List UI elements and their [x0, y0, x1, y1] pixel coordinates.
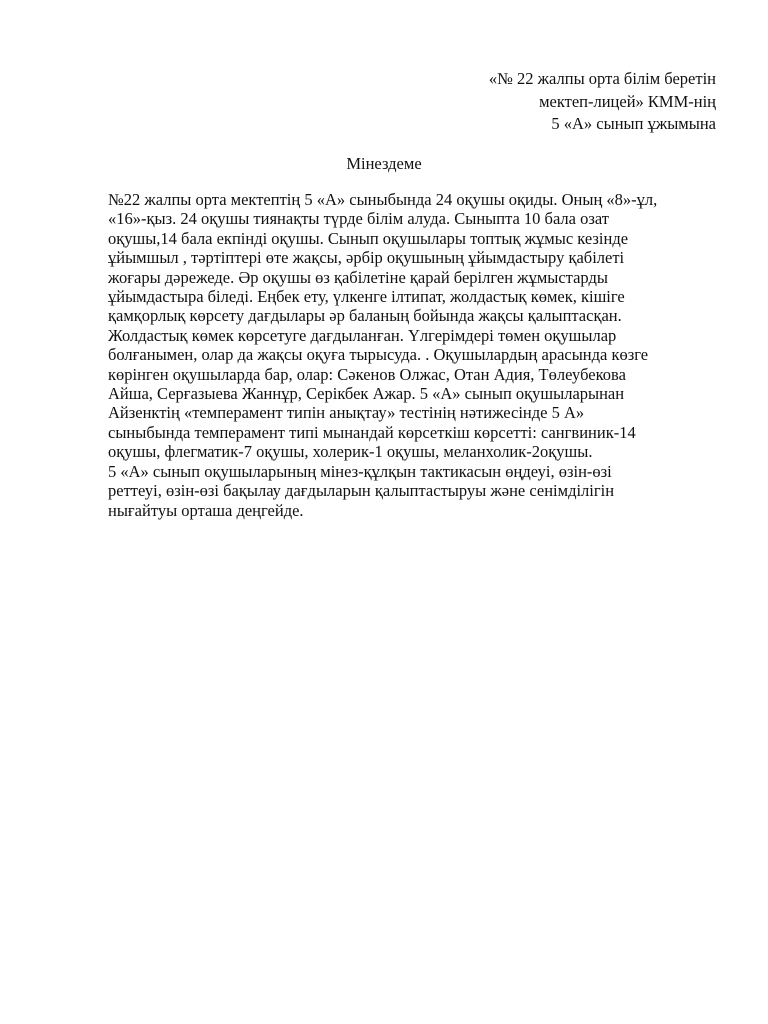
text-line: 5 «А» сынып оқушыларының мінез-құлқын тактикасын өңдеуі, өзін-өзі: [108, 461, 612, 481]
text-line: Айша, Серғазыева Жаннұр, Серікбек Ажар. 5 «А» сынып оқушыларынан: [108, 384, 625, 404]
text-line: нығайтуы орташа деңгейде.: [108, 500, 304, 520]
text-line: №22 жалпы орта мектептің 5 «А» сыныбында 24 оқушы оқиды. Оның «8»-ұл,: [108, 190, 658, 209]
text-line: қамқорлық көрсету дағдылары әр баланың бойында жақсы қалыптасқан.: [108, 306, 622, 326]
addressee-line-2: мектеп-лицей» КММ-нің: [539, 91, 716, 111]
text-line: ұйымшыл , тәртіптері өте жақсы, әрбір оқушының ұйымдастыру қабілеті: [108, 248, 625, 268]
text-line: оқушы,14 бала екпінді оқушы. Сынып оқушылары топтық жұмыс кезінде: [108, 228, 629, 248]
document-title: Мінездеме: [346, 154, 422, 173]
text-line: оқушы, флегматик-7 оқушы, холерик-1 оқушы, меланхолик-2оқушы.: [108, 442, 593, 462]
text-line: жоғары дәрежеде. Әр оқушы өз қабілетіне қарай берілген жұмыстарды: [108, 267, 608, 287]
text-line: Айзенктің «темперамент типін анықтау» тестінің нәтижесінде 5 А»: [108, 403, 585, 423]
text-line: болғанымен, олар да жақсы оқуға тырысуда. . Оқушылардың арасында көзге: [108, 345, 649, 365]
text-line: реттеуі, өзін-өзі бақылау дағдыларын қалыптастыруы және сенімділігін: [108, 481, 615, 501]
paragraph-2: [108, 462, 674, 520]
document-body: [108, 190, 674, 520]
addressee-line-3: 5 «А» сынып ұжымына: [551, 114, 716, 133]
text-line: Жолдастық көмек көрсетуге дағдыланған. Үлгерімдері төмен оқушылар: [108, 325, 617, 345]
text-line: сыныбында темперамент типі мынандай көрсеткіш көрсетті: сангвиник-14: [108, 422, 636, 442]
text-line: ұйымдастыра біледі. Еңбек ету, үлкенге ілтипат, жолдастық көмек, кішіге: [108, 287, 625, 307]
text-line: «16»-қыз. 24 оқушы тиянақты түрде білім алуда. Сыныпта 10 бала озат: [108, 209, 609, 229]
addressee-line-1: «№ 22 жалпы орта білім беретін: [488, 69, 716, 88]
text-line: көрінген оқушыларда бар, олар: Сәкенов Олжас, Отан Адия, Төлеубекова: [108, 364, 626, 384]
paragraph-1: [108, 190, 674, 462]
addressee-block: [489, 68, 716, 136]
